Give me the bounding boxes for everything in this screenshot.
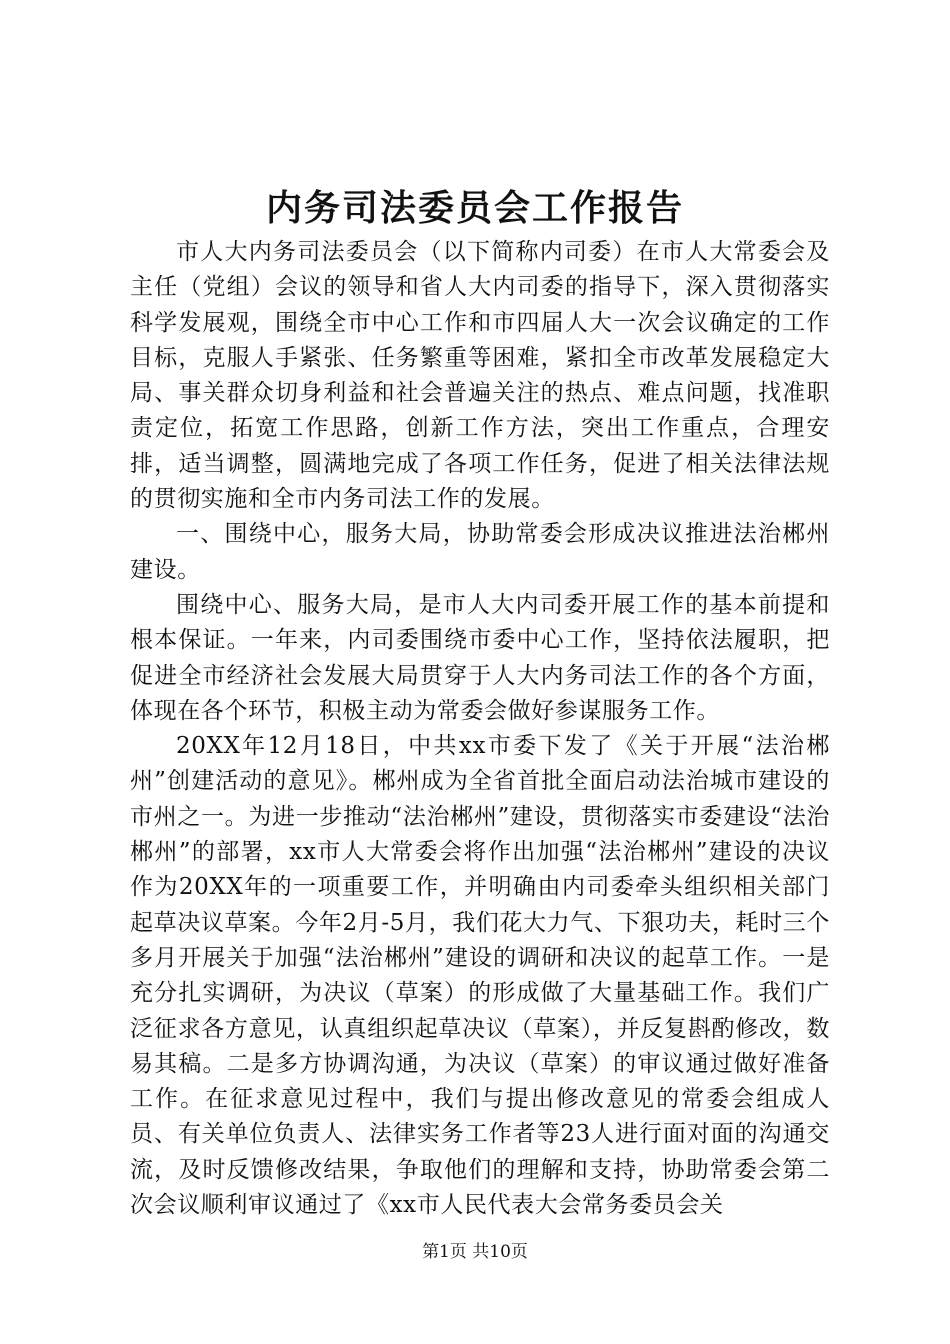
document-body xyxy=(130,235,830,1223)
paragraph-serve-center: 围绕中心、服务大局，是市人大内司委开展工作的基本前提和根本保证。一年来，内司委围绕市委中心工作，坚持依法履职，把促进全市经济社会发展大局贯穿于人大内务司法工作的各个方面，体现在各个环节，积极主动为常委会做好参谋服务工作。 xyxy=(130,591,830,724)
document-title: 内务司法委员会工作报告 xyxy=(265,187,684,229)
paragraph-rule-of-law-chenzhou: 20XX年12月18日，中共xx市委下发了《关于开展“法治郴州”创建活动的意见》。郴州成为全省首批全面启动法治城市建设的市州之一。为进一步推动“法治郴州”建设，贯彻落实市委建设“法治郴州”的部署，xx市人大常委会将作出加强“法治郴州”建设的决议作为20XX年的一项重要工作，并明确由内司委牵头组织相关部门起草决议草案。今年2月-5月，我们花大力气、下狠功夫，耗时三个多月开展关于加强“法治郴州”建设的调研和决议的起草工作。一是充分扎实调研，为决议（草案）的形成做了大量基础工作。我们广泛征求各方意见，认真组织起草决议（草案），并反复斟酌修改，数易其稿。二是多方协调沟通，为决议（草案）的审议通过做好准备工作。在征求意见过程中，我们与提出修改意见的常委会组成人员、有关单位负责人、法律实务工作者等23人进行面对面的沟通交流，及时反馈修改结果，争取他们的理解和支持，协助常委会第二次会议顺利审议通过了《xx市人民代表大会常务委员会关 xyxy=(130,733,830,1219)
page-footer: 第1页 共10页 xyxy=(422,1242,528,1262)
paragraph-section-heading: 一、围绕中心，服务大局，协助常委会形成决议推进法治郴州建设。 xyxy=(130,521,830,583)
paragraph-intro: 市人大内务司法委员会（以下简称内司委）在市人大常委会及主任（党组）会议的领导和省人大内司委的指导下，深入贯彻落实科学发展观，围绕全市中心工作和市四届人大一次会议确定的工作目标，克服人手紧张、任务繁重等困难，紧扣全市改革发展稳定大局、事关群众切身利益和社会普遍关注的热点、难点问题，找准职责定位，拓宽工作思路，创新工作方法，突出工作重点，合理安排，适当调整，圆满地完成了各项工作任务，促进了相关法律法规的贯彻实施和全市内务司法工作的发展。 xyxy=(130,239,830,513)
